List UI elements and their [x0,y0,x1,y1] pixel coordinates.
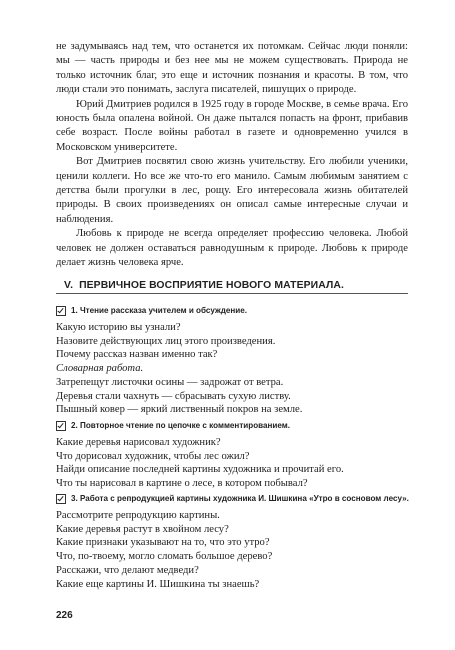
task-line: Какие деревья растут в хвойном лесу? [56,523,229,535]
task-title: 1. Чтение рассказа учителем и обсуждение. [71,306,247,315]
task-line: Какие признаки указывают на то, что это утро? [56,537,270,549]
checkbox-icon [56,494,66,504]
task-header [56,420,416,432]
task-line: Пышный ковер — яркий лиственный покров на земле. [56,404,303,416]
task-line: Что дорисовал художник, чтобы лес ожил? [56,450,250,462]
task-line: Какие еще картины И. Шишкина ты знаешь? [56,578,260,590]
section-heading [56,280,408,294]
section-title: ПЕРВИЧНОЕ ВОСПРИЯТИЕ НОВОГО МАТЕРИАЛА. [79,280,344,291]
task-line: Назовите действующих лиц этого произведения. [56,335,276,347]
task-line: Словарная работа. [56,363,144,375]
task-header [56,493,416,505]
task-line: Деревья стали чахнуть — сбрасывать сухую листву. [56,390,291,402]
checkbox-icon [56,421,66,431]
paragraph: Юрий Дмитриев родился в 1925 году в городе Москве, в семье врача. Его юность была опалена войной. Он даже пытался попасть на фронт, прибавив себе возраст. После войны работал в газете и одновременно учился в Московском университете. [56,98,408,153]
section-number: V. [64,280,74,291]
task-line: Что ты нарисовал в картине о лесе, в котором побывал? [56,478,308,490]
intro-text [56,40,408,271]
task-line: Какую историю вы узнали? [56,322,181,333]
task-title: 3. Работа с репродукцией картины художника И. Шишкина «Утро в сосновом лесу». [71,494,409,503]
task-line: Найди описание последней картины художника и прочитай его. [56,464,344,476]
task-block [56,305,416,417]
paragraph: Любовь к природе не всегда определяет профессию человека. Любой человек не должен оставаться равнодушным к природе. Любовь к природе делает жизнь человека ярче. [56,228,408,269]
task-lines [56,321,416,417]
task-line: Расскажи, что делают медведи? [56,564,199,576]
task-lines [56,436,416,491]
paragraph: Вот Дмитриев посвятил свою жизнь учительству. Его любили ученики, ценили коллеги. Но все же что-то его манило. Самым любимым занятием с детства были прогулки в лес, рощу. Его интересовала жизнь обитателей природы. В своих произведениях он описал самые интересные случаи и наблюдения. [56,156,408,225]
task-header [56,305,416,317]
task-block [56,420,416,491]
task-line: Что, по-твоему, могло сломать большое дерево? [56,551,273,563]
task-line: Какие деревья нарисовал художник? [56,437,221,448]
task-line: Затрепещут листочки осины — задрожат от ветра. [56,376,284,388]
paragraph: не задумываясь над тем, что останется их потомкам. Сейчас люди поняли: мы — часть природы и без нее мы не можем существовать. Природа не только источник благ, это еще и источник познания и красоты. В том, что люди стали это понимать, заслуга писателей, пишущих о природе. [56,41,408,96]
task-line: Почему рассказ назван именно так? [56,349,218,361]
checkbox-icon [56,306,66,316]
page-number: 226 [56,610,73,621]
task-block [56,493,416,591]
task-lines [56,509,416,591]
task-line: Рассмотрите репродукцию картины. [56,510,220,521]
task-title: 2. Повторное чтение по цепочке с комментированием. [71,421,291,430]
